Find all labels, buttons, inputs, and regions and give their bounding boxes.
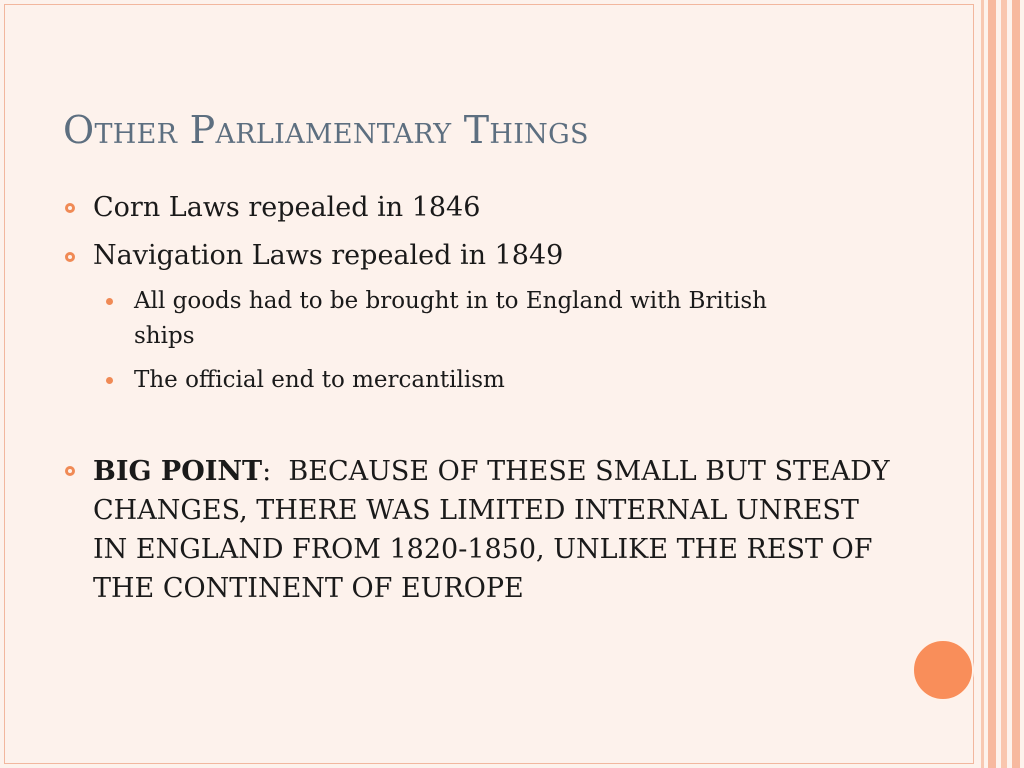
bullet-text: Navigation Laws repealed in 1849 bbox=[93, 240, 564, 271]
slide-title: Other Parliamentary Things bbox=[63, 108, 589, 152]
dot-bullet-icon bbox=[106, 377, 113, 384]
ring-bullet-icon bbox=[65, 252, 75, 262]
decorative-stripe bbox=[1001, 0, 1007, 768]
sub-bullet-text: The official end to mercantilism bbox=[134, 367, 505, 393]
big-point-paragraph bbox=[93, 452, 899, 608]
ring-bullet-icon bbox=[65, 203, 75, 213]
orange-circle-decoration bbox=[912, 639, 974, 701]
big-point-text: BECAUSE OF THESE SMALL BUT STEADY CHANGES, THERE WAS LIMITED INTERNAL UNREST IN ENGLAND FROM 1820-1850, UNLIKE THE REST OF THE CONTINENT OF EUROPE bbox=[93, 456, 899, 604]
sub-bullet-text: All goods had to be brought in to England with British ships bbox=[134, 288, 767, 349]
bullet-text: Corn Laws repealed in 1846 bbox=[93, 192, 481, 223]
decorative-stripe bbox=[1012, 0, 1020, 768]
big-point-label: BIG POINT bbox=[93, 456, 263, 487]
ring-bullet-icon bbox=[65, 466, 75, 476]
decorative-stripe bbox=[981, 0, 984, 768]
dot-bullet-icon bbox=[106, 298, 113, 305]
decorative-stripe bbox=[988, 0, 996, 768]
big-point-separator: : bbox=[262, 456, 272, 487]
